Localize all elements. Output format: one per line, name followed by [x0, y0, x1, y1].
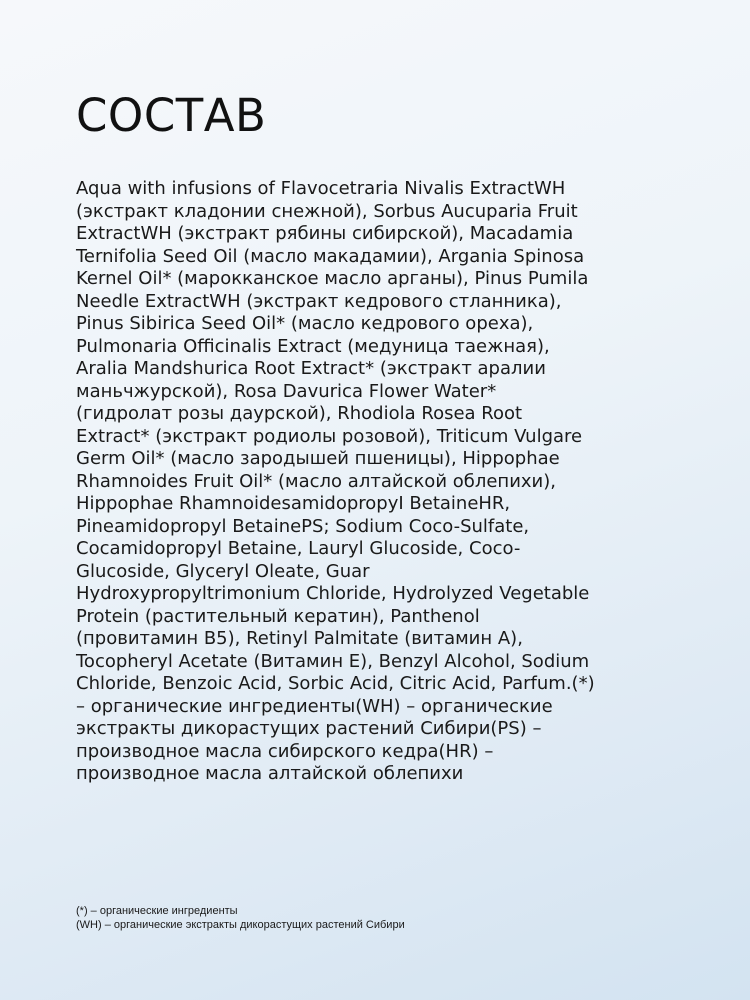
- ingredients-text: Aqua with infusions of Flavocetraria Nivalis ExtractWH (экстракт кладонии снежной), Sorbus Aucuparia Fruit ExtractWH (экстракт рябины сибирской), Macadamia Ternifolia Seed Oil (масло макадамии), Argania Spinosa Kernel Oil* (марокканское масло арганы), Pinus Pumila Needle ExtractWH (экстракт кедрового стланника), Pinus Sibirica Seed Oil* (масло кедрового ореха), Pulmonaria Officinalis Extract (медуница таежная), Aralia Mandshurica Root Extract* (экстракт аралии маньчжурской), Rosa Davurica Flower Water* (гидролат розы даурской), Rhodiola Rosea Root Extract* (экстракт родиолы розовой), Triticum Vulgare Germ Oil* (масло зародышей пшеницы), Hippophae Rhamnoides Fruit Oil* (масло алтайской облепихи), Hippophae RhamnoidesamidopropyI BetaineHR, Pineamidopropyl BetainePS; Sodium Coco-Sulfate, Cocamidopropyl Betaine, Lauryl Glucoside, Coco-Glucoside, Glyceryl Oleate, Guar Hydroxypropyltrimonium Chloride, Hydrolyzed Vegetable Protein (растительный кератин), Panthenol (провитамин B5), Retinyl Palmitate (витамин А), Tocopheryl Acetate (Витамин Е), Benzyl Alcohol, Sodium Chloride, Benzoic Acid, Sorbic Acid, Citric Acid, Parfum.(*) – органические ингредиенты(WH) – органические экстракты дикорастущих растений Сибири(PS) – производное масла сибирского кедра(HR) – производное масла алтайской облепихи: [76, 178, 595, 784]
- page-title: СОСТАВ: [76, 89, 267, 142]
- footnote-organic: (*) – органические ингредиенты: [76, 905, 238, 917]
- footnotes: [76, 904, 676, 932]
- footnote-wild-extracts: (WH) – органические экстракты дикорастущих растений Сибири: [76, 919, 405, 931]
